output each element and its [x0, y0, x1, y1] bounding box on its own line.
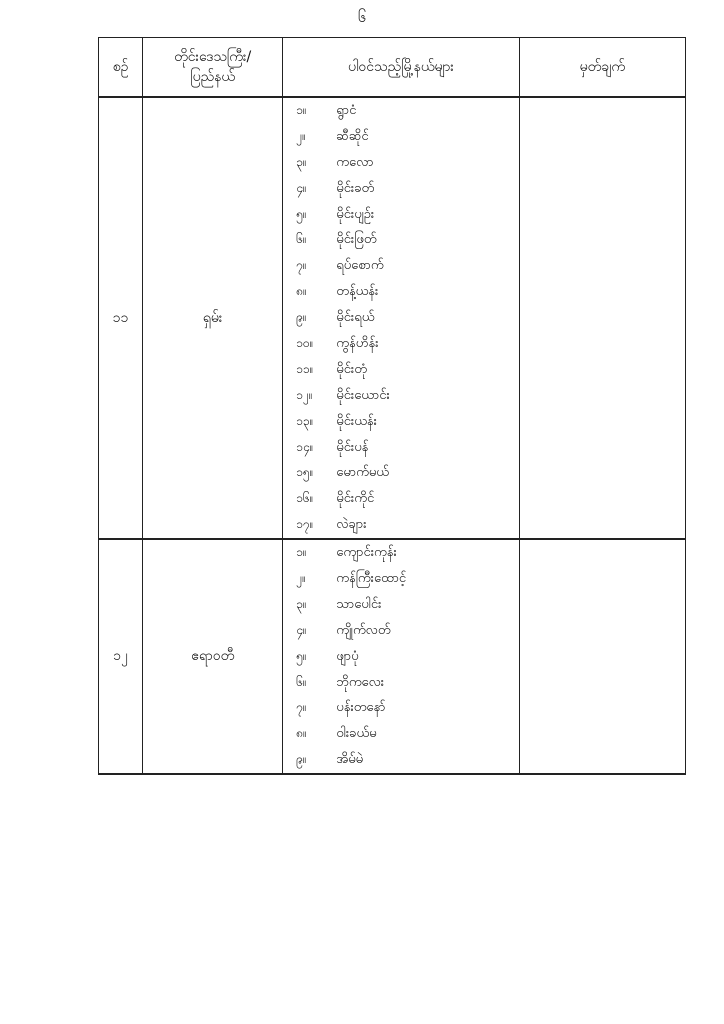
town-item	[283, 592, 518, 618]
town-number: ၁။	[296, 545, 307, 560]
town-number: ၁၀။	[296, 336, 314, 351]
town-name: မိုင်းရယ်	[336, 310, 375, 326]
town-name: မိုင်းယန်း	[336, 413, 377, 429]
town-number: ၃။	[296, 154, 307, 169]
town-number: ၇။	[296, 258, 307, 273]
town-item	[283, 512, 518, 538]
town-number: ၄။	[296, 622, 307, 637]
header-region-label: တိုင်းဒေသကြီး/ ပြည်နယ်	[174, 49, 252, 85]
town-name: ရပ်စောက်	[336, 258, 384, 274]
town-item	[283, 150, 518, 176]
town-number: ၁၅။	[296, 465, 314, 480]
town-item	[283, 357, 518, 383]
town-item	[283, 383, 518, 409]
town-name: မိုင်းပျဉ်း	[336, 206, 375, 222]
row-towns	[283, 97, 519, 539]
row-region: ရှမ်း	[143, 97, 283, 539]
town-number: ၇။	[296, 700, 307, 715]
town-name: ကွန်ဟိန်း	[336, 336, 379, 352]
town-name: ပန်းတနော်	[336, 700, 386, 716]
table-row-ayeyarwady	[99, 539, 686, 774]
town-number: ၁၂။	[296, 387, 313, 402]
town-item	[283, 253, 518, 279]
town-list	[283, 540, 518, 773]
row-remarks	[519, 539, 685, 774]
town-item	[283, 227, 518, 253]
town-number: ၃။	[296, 596, 307, 611]
town-item	[283, 721, 518, 747]
town-item	[283, 486, 518, 512]
town-number: ၁၃။	[296, 413, 314, 428]
header-towns: ပါဝင်သည့်မြို့နယ်များ	[283, 38, 519, 98]
town-number: ၁၇။	[296, 517, 314, 532]
table-row-shan	[99, 97, 686, 539]
town-item	[283, 618, 518, 644]
town-name: သာပေါင်း	[336, 596, 382, 612]
town-item	[283, 98, 518, 124]
town-name: ကလော	[336, 154, 374, 170]
town-number: ၁၄။	[296, 439, 314, 454]
town-name: ဖျာပုံ	[336, 648, 359, 664]
town-name: ရွာငံ	[336, 103, 357, 118]
page-number: ၆	[357, 8, 367, 26]
town-item	[283, 695, 518, 721]
town-name: ကျောင်းကုန်း	[336, 545, 397, 561]
town-item	[283, 279, 518, 305]
town-name: မိုင်းတုံ	[336, 361, 367, 377]
row-no: ၁၁	[99, 97, 143, 539]
town-number: ၅။	[296, 648, 307, 663]
town-name: လဲချား	[336, 517, 367, 533]
town-number: ၉။	[296, 752, 307, 767]
row-towns	[283, 539, 519, 774]
town-number: ၈။	[296, 284, 307, 299]
header-remarks: မှတ်ချက်	[519, 38, 685, 98]
town-number: ၂။	[296, 128, 306, 143]
town-item	[283, 644, 518, 670]
town-number: ၆။	[296, 674, 307, 689]
town-name: တန့်ယန်း	[336, 284, 379, 300]
town-item	[283, 305, 518, 331]
town-number: ၁၆။	[296, 491, 314, 506]
town-number: ၂။	[296, 571, 306, 586]
town-number: ၄။	[296, 180, 307, 195]
town-number: ၁၁။	[296, 361, 314, 376]
row-region: ဧရာဝတီ	[143, 539, 283, 774]
town-item	[283, 435, 518, 461]
town-name: မိုင်းယောင်း	[336, 387, 390, 403]
town-name: မိုင်းပန်	[336, 439, 369, 455]
town-name: ဘိုကလေး	[336, 674, 385, 690]
town-item	[283, 747, 518, 773]
town-item	[283, 540, 518, 566]
town-list	[283, 98, 518, 538]
town-name: မိုင်းခတ်	[336, 180, 375, 196]
town-number: ၅။	[296, 206, 307, 221]
town-item	[283, 409, 518, 435]
town-number: ၆။	[296, 232, 307, 247]
town-name: မိုင်းဖြတ်	[336, 232, 377, 248]
town-item	[283, 460, 518, 486]
town-item	[283, 176, 518, 202]
table-header-row	[99, 38, 686, 98]
town-name: အိမ်မဲ	[336, 752, 364, 768]
town-name: ဆီဆိုင်	[336, 128, 369, 144]
town-item	[283, 124, 518, 150]
town-name: ကန်ကြီးထောင့်	[336, 571, 407, 587]
town-number: ၈။	[296, 726, 307, 741]
town-name: ကျိုက်လတ်	[336, 622, 391, 638]
town-number: ၁။	[296, 103, 307, 117]
row-no: ၁၂	[99, 539, 143, 774]
town-name: မောက်မယ်	[336, 465, 389, 481]
town-number: ၉။	[296, 310, 307, 325]
town-item	[283, 331, 518, 357]
row-remarks	[519, 97, 685, 539]
town-name: ဝါးခယ်မ	[336, 726, 377, 742]
town-item	[283, 202, 518, 228]
town-name: မိုင်းကိုင်	[336, 491, 375, 507]
header-region	[143, 38, 283, 98]
town-item	[283, 670, 518, 696]
town-item	[283, 566, 518, 592]
constituency-table	[98, 37, 686, 775]
header-no: စဉ်	[99, 38, 143, 98]
